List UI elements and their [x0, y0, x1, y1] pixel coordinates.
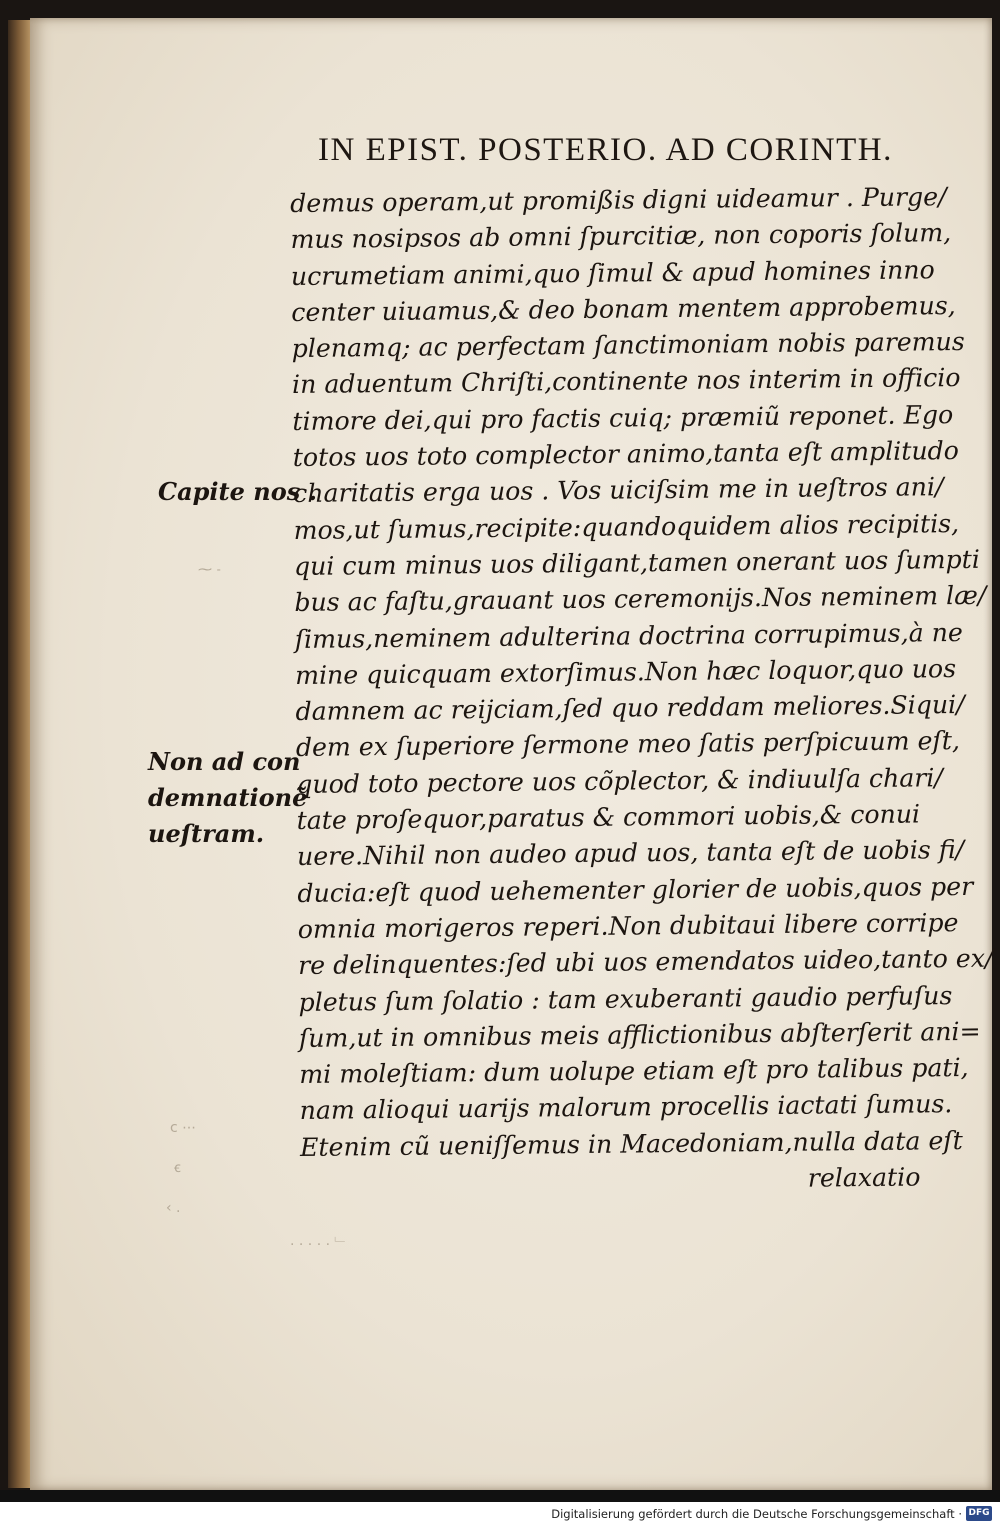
text-line: mos,ut ſumus,recipite:quandoquidem alios recipitis, — [293, 508, 960, 545]
text-line: mus nosipsos ab omni ſpurcitiæ, non coporis ſolum, — [290, 218, 952, 255]
text-line: timore dei,qui pro factis cuiq; præmiũ reponet. Ego — [292, 399, 954, 436]
text-line: totos uos toto complector animo,tanta eſt amplitudo — [292, 436, 960, 473]
ink-smudge: c ⋯ — [170, 1120, 197, 1136]
text-line: ducia:eſt quod uehementer glorier de uobis,quos per — [297, 871, 974, 908]
marginal-note-line: demnationẽ — [148, 783, 308, 812]
marginal-note: Capite nos . — [158, 477, 317, 506]
text-line: mi moleſtiam: dum uolupe etiam eſt pro talibus pati, — [299, 1053, 969, 1090]
text-line: Etenim cũ ueniſſemus in Macedoniam,nulla data eſt — [299, 1125, 963, 1162]
text-line: re delinquentes:ſed ubi uos emendatos uideo,tanto ex/ — [298, 943, 994, 981]
marginal-note-line: ueſtram. — [148, 819, 265, 848]
digitization-credit: Digitalisierung gefördert durch die Deutsche Forschungsgemeinschaft · — [551, 1507, 962, 1521]
text-line: dem ex ſuperiore ſermone meo ſatis perſpicuum eſt, — [295, 726, 961, 763]
text-line: demus operam,ut promißis digni uideamur . Purge/ — [290, 182, 947, 218]
text-line: plenamq; ac perfectam ſanctimoniam nobis paremus — [291, 327, 965, 364]
text-line: qui cum minus uos diligant,tamen onerant uos ſumpti — [293, 544, 981, 581]
scan-bottom-border — [0, 1490, 1000, 1502]
text-line: quod toto pectore uos cõplector, & indiuulſa chari/ — [296, 762, 943, 799]
text-line: center uiuamus,& deo bonam mentem approbemus, — [291, 290, 956, 327]
ink-smudge: ⁓ ˗ — [198, 562, 221, 578]
text-line: uere.Nihil non audeo apud uos, tanta eſt de uobis fi/ — [296, 835, 965, 872]
text-line: ſum,ut in omnibus meis afflictionibus abſterſerit ani= — [298, 1016, 981, 1053]
text-line: damnem ac reijciam,ſed quo reddam meliores.Siqui/ — [295, 690, 965, 727]
ink-smudge: ‹ . — [166, 1200, 181, 1216]
text-line: omnia morigeros reperi.Non dubitaui libere corripe — [297, 907, 959, 944]
text-line: nam alioqui uarijs malorum procellis iactati ſumus. — [299, 1089, 953, 1126]
text-line: ucrumetiam animi,quo ſimul & apud homines inno — [290, 254, 935, 291]
running-head: IN EPIST. POSTERIO. AD CORINTH. — [318, 132, 893, 168]
text-line: charitatis erga uos . Vos uiciſsim me in ueſtros ani/ — [293, 472, 944, 509]
text-line: tate proſequor,paratus & commori uobis,& conui — [296, 799, 921, 836]
text-line: pletus ſum ſolatio : tam exuberanti gaudio perfuſus — [298, 980, 953, 1017]
catchword: relaxatio — [807, 1162, 921, 1193]
text-line: ſimus,neminem adulterina doctrina corrupimus,à ne — [294, 617, 963, 654]
marginal-note — [148, 744, 307, 852]
marginal-note-line: Non ad con — [148, 747, 301, 776]
dfg-logo: DFG — [966, 1506, 992, 1521]
text-line: mine quicquam extorſimus.Non hæc loquor,quo uos — [294, 653, 957, 690]
body-text-block — [290, 179, 994, 1202]
ink-smudge: ꞓ — [174, 1160, 181, 1176]
ink-smudge: ⋅ ⋅ ⋅ ⋅ ⋅ ﹂ — [290, 1237, 349, 1253]
text-line: bus ac faſtu,grauant uos ceremonijs.Nos neminem læ/ — [294, 580, 987, 618]
text-line: in aduentum Chriſti,continente nos interim in officio — [291, 363, 961, 400]
